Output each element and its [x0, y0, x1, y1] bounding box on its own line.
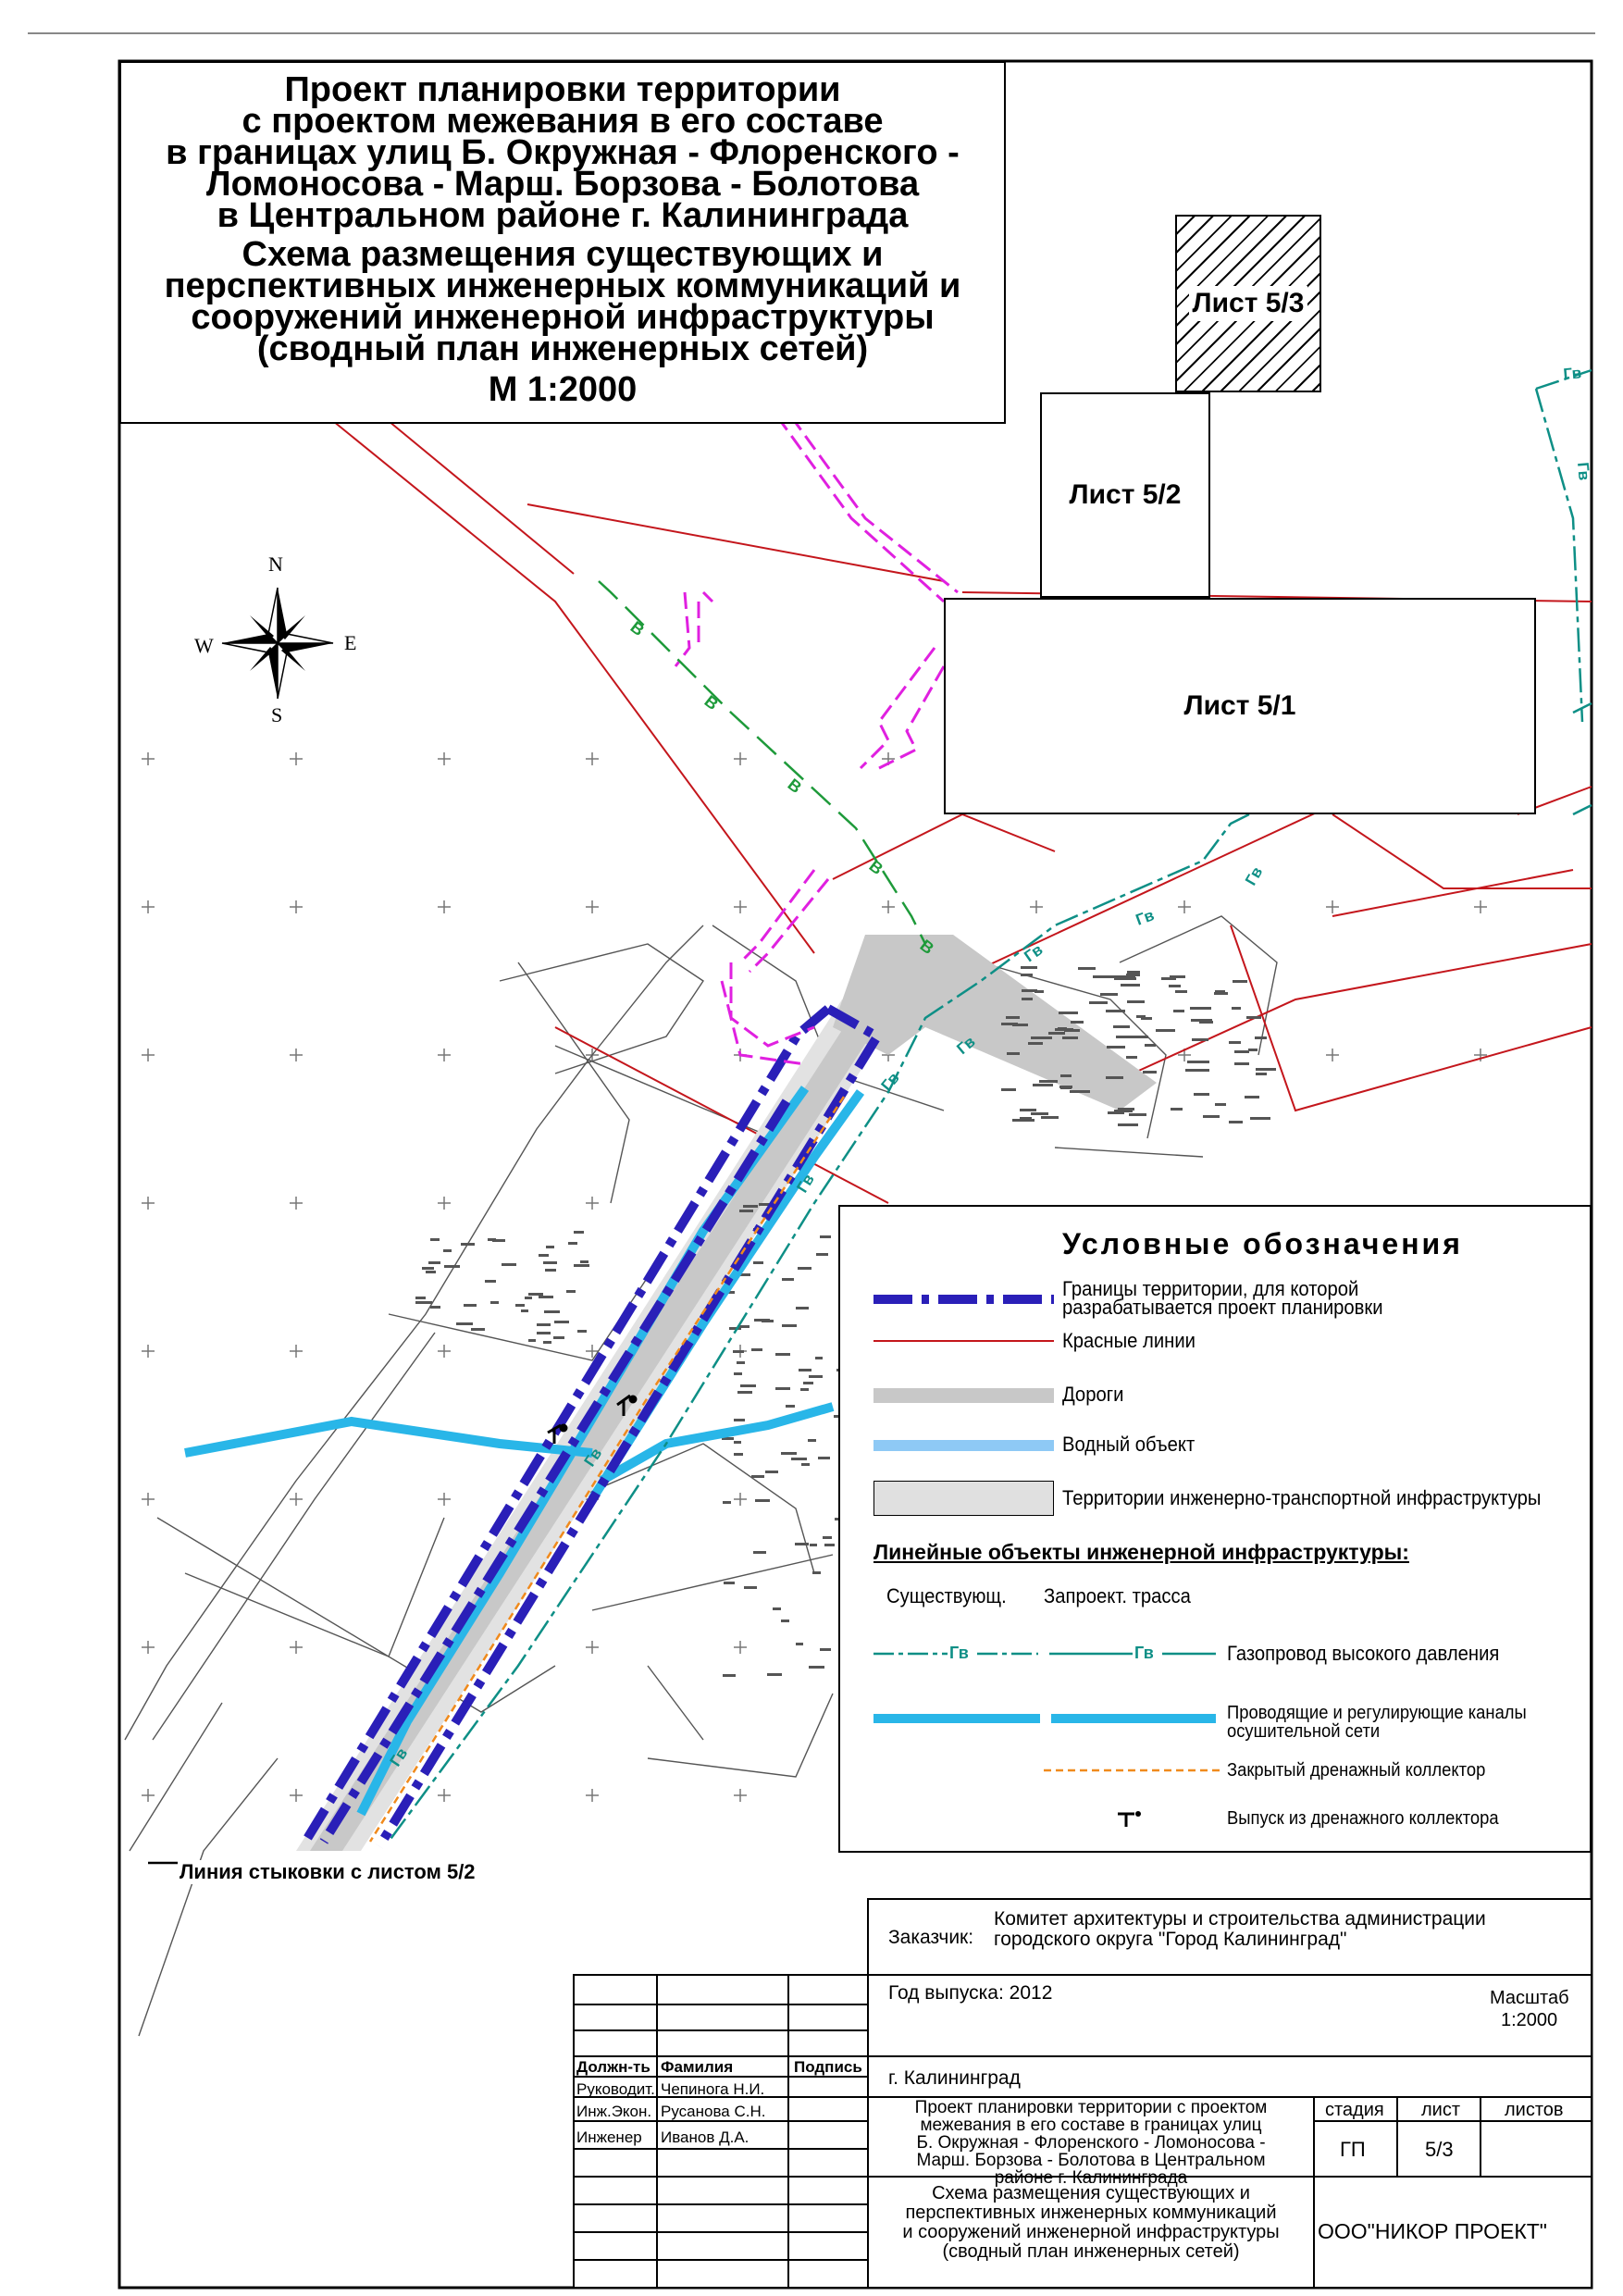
stamp-drawing-line-1: Схема размещения существующих и — [932, 2183, 1250, 2203]
water-line-label: В — [916, 936, 938, 959]
title-line-6: Схема размещения существующих и — [242, 235, 884, 274]
water-line-label: В — [700, 691, 723, 714]
gas-line-label: Гв — [877, 1069, 903, 1095]
stamp-header-sign: Подпись — [794, 2058, 862, 2076]
sheet-5-3-label: Лист 5/3 — [1189, 286, 1308, 321]
stamp-project-line-5: районе г. Калининграда — [994, 2168, 1188, 2188]
legend-red-lines-text: Красные линии — [1062, 1329, 1196, 1352]
gas-line-label: Гв — [386, 1744, 412, 1770]
legend-canals-text: Проводящие и регулирующие каналы — [1227, 1703, 1527, 1723]
stamp-drawing-line-4: (сводный план инженерных сетей) — [942, 2241, 1240, 2262]
stamp-stage-header: стадия — [1325, 2100, 1384, 2120]
stamp-person-3-position: Инженер — [576, 2128, 642, 2146]
gas-line-label: Гв — [953, 1032, 979, 1059]
title-line-5: в Центральном районе г. Калининграда — [217, 196, 909, 235]
stamp-city: г. Калининград — [888, 2067, 1021, 2089]
legend-roads-text: Дороги — [1062, 1383, 1124, 1406]
stamp-drawing-line-2: перспективных инженерных коммуникаций — [905, 2203, 1277, 2223]
compass-south-label: S — [271, 703, 283, 726]
legend-linear-title: Линейные объекты инженерной инфраструктуры: — [873, 1540, 1409, 1564]
water-line-label: В — [865, 856, 887, 879]
stamp-project-line-3: Б. Окружная - Флоренского - Ломоносова - — [916, 2133, 1266, 2153]
stamp-person-2-position: Инж.Экон. — [576, 2103, 652, 2120]
legend-existing-label: Существующ. — [886, 1584, 1007, 1607]
gas-line-label: Гв — [1133, 906, 1157, 929]
stamp-project-line-4: Марш. Борзова - Болотова в Центральном — [916, 2151, 1266, 2170]
stamp-project-line-1: Проект планировки территории с проектом — [914, 2098, 1268, 2117]
legend-gas-text: Газопровод высокого давления — [1227, 1642, 1500, 1665]
water-line-label: В — [784, 775, 806, 798]
stamp-company: ООО"НИКОР ПРОЕКТ" — [1318, 2219, 1547, 2243]
compass-north-label: N — [268, 552, 283, 576]
gas-line-label: Гв — [1021, 940, 1047, 966]
sheet-5-1-label: Лист 5/1 — [1183, 690, 1296, 721]
legend-water-text: Водный объект — [1062, 1433, 1196, 1456]
stamp-header-name: Фамилия — [661, 2058, 734, 2076]
title-line-2: с проектом межевания в его составе — [242, 102, 884, 141]
legend-title: Условные обозначения — [1062, 1227, 1463, 1260]
legend-outlet-text: Выпуск из дренажного коллектора — [1227, 1808, 1499, 1829]
stamp-person-1-name: Чепинога Н.И. — [661, 2080, 765, 2098]
gas-line-label: Гв — [1562, 364, 1582, 383]
stamp-person-2-name: Русанова С.Н. — [661, 2103, 766, 2120]
gas-line-label: Гв — [1574, 461, 1593, 481]
stamp-sheets-header: листов — [1505, 2100, 1564, 2120]
title-line-3: в границах улиц Б. Окружная - Флоренского - — [166, 133, 960, 172]
stamp-scale-label: Масштаб — [1490, 1988, 1569, 2008]
water-line-label: В — [626, 617, 649, 640]
stamp-scale-value: 1:2000 — [1501, 2010, 1558, 2030]
gas-line-label: Гв — [1242, 863, 1267, 888]
title-line-1: Проект планировки территории — [284, 70, 841, 109]
stamp-customer-label: Заказчик: — [888, 1927, 974, 1948]
stamp-header-position: Должн-ть — [576, 2058, 650, 2076]
title-line-7: перспективных инженерных коммуникаций и — [164, 267, 961, 305]
stamp-year: Год выпуска: 2012 — [888, 1982, 1053, 2004]
title-line-4: Ломоносова - Марш. Борзова - Болотова — [205, 165, 920, 204]
stamp-project-line-2: межевания в его составе в границах улиц — [920, 2116, 1262, 2135]
legend-boundary-text-2: разрабатывается проект планировки — [1062, 1296, 1383, 1319]
stamp-project-text — [870, 2099, 1312, 2187]
join-line-label: Линия стыковки с листом 5/2 — [180, 1860, 476, 1883]
gas-line-label: Гв — [793, 1171, 818, 1197]
legend-planned-label: Запроект. трасса — [1044, 1584, 1191, 1607]
stamp-person-3-name: Иванов Д.А. — [661, 2128, 750, 2146]
compass-west-label: W — [194, 634, 214, 657]
title-line-8: сооружений инженерной инфраструктуры — [191, 298, 935, 337]
stamp-drawing-text — [870, 2184, 1312, 2262]
sheet-5-2-label: Лист 5/2 — [1069, 479, 1182, 510]
legend-infra-text: Территории инженерно-транспортной инфраструктуры — [1062, 1486, 1542, 1509]
legend-drain-text: Закрытый дренажный коллектор — [1227, 1760, 1486, 1781]
stamp-person-1-position: Руководит. — [576, 2080, 655, 2098]
legend-canals-text-2: осушительной сети — [1227, 1721, 1381, 1742]
stamp-sheet-header: лист — [1421, 2100, 1461, 2120]
legend-gas-code-planned: Гв — [1134, 1644, 1154, 1662]
compass-east-label: E — [344, 631, 357, 654]
stamp-stage-value: ГП — [1340, 2138, 1366, 2161]
title-scale: М 1:2000 — [488, 370, 638, 409]
stamp-drawing-line-3: и сооружений инженерной инфраструктуры — [902, 2222, 1280, 2242]
stamp-sheet-value: 5/3 — [1425, 2138, 1454, 2161]
title-line-9: (сводный план инженерных сетей) — [256, 329, 869, 368]
stamp-customer-line-1: Комитет архитектуры и строительства администрации — [994, 1908, 1486, 1930]
gas-line-label: Гв — [580, 1445, 606, 1471]
legend-gas-code-existing: Гв — [949, 1644, 969, 1662]
legend-boundary-text: Границы территории, для которой — [1062, 1277, 1359, 1300]
stamp-customer-line-2: городского округа "Город Калининград" — [994, 1929, 1347, 1950]
